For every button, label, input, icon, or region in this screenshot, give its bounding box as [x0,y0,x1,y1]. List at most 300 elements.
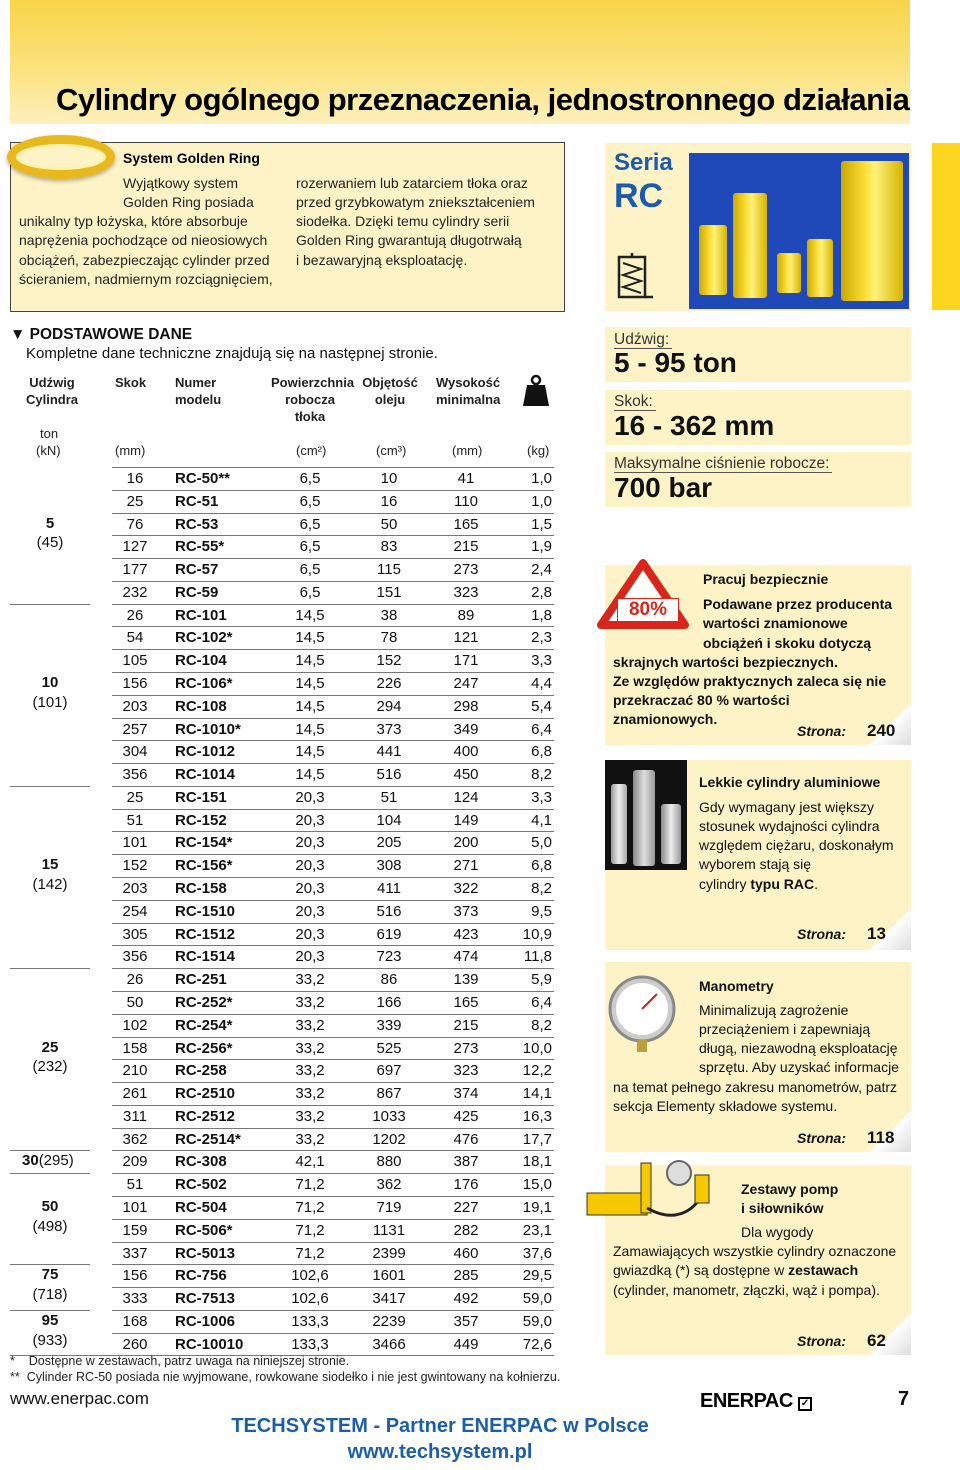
model-cell: RC-1512 [175,925,236,943]
weight-cell: 1,9 [531,538,552,556]
series-code: RC [614,177,664,215]
group-kn: (142) [32,876,68,894]
oil-cell: 205 [376,834,402,852]
weight-cell: 10,9 [522,925,552,943]
sets-line [613,1261,858,1281]
oil-cell: 115 [377,561,401,579]
safety-line: obciążeń i skoku dotyczą [703,635,872,651]
area-cell: 6,5 [299,470,321,487]
oil-cell: 525 [376,1039,402,1057]
area-cell: 14,5 [295,697,325,715]
col-area-header [271,374,355,425]
area-cell: 6,5 [299,538,321,556]
col-header-text: Cylindra [26,392,79,407]
manometer-line: sprzętu. Aby uzyskać informacje [699,1059,899,1075]
col-oil-header [362,374,418,408]
golden-line: Golden Ring gwarantują długotrwałą [296,232,522,248]
height-cell: 124 [453,788,479,806]
oil-cell: 38 [380,606,398,624]
col-header-text: Wysokość [436,375,501,390]
area-cell: 133,3 [291,1312,329,1330]
area-cell: 14,5 [295,743,325,761]
manometer-line: na temat pełnego zakresu manometrów, patrz [613,1079,898,1095]
stroke-cell: 209 [122,1153,148,1171]
stroke-cell: 311 [123,1107,147,1125]
oil-cell: 339 [376,1016,402,1034]
model-cell: RC-254* [175,1016,233,1034]
aluminium-line [699,875,818,895]
safety-line: znamionowych. [613,711,718,727]
height-cell: 273 [453,561,479,579]
model-cell: RC-1012 [175,743,236,761]
page-number: 7 [898,1388,910,1410]
aluminium-text-bold: typu RAC [750,876,815,892]
weight-cell: 6,4 [531,720,552,738]
area-cell: 6,5 [299,561,321,579]
oil-cell: 3417 [372,1290,406,1308]
group-kn: (933) [32,1331,68,1349]
spec-value: 16 - 362 mm [614,410,775,441]
cylinder-image [611,784,627,864]
row-divider [112,1128,554,1129]
weight-cell: 8,2 [531,880,552,898]
row-divider [112,900,554,901]
stroke-cell: 261 [122,1085,148,1103]
manometer-line: Minimalizują zagrożenie [699,1002,849,1018]
manometer-card [605,962,911,1152]
oil-cell: 441 [376,743,402,761]
model-cell: RC-308 [175,1153,227,1171]
weight-cell: 72,6 [522,1335,552,1353]
row-divider [112,490,554,491]
area-cell: 33,2 [295,1130,325,1148]
page-ref-link[interactable]: 240 [867,721,896,740]
height-cell: 474 [453,948,479,966]
oil-cell: 10 [380,470,398,487]
stroke-cell: 210 [122,1062,148,1080]
height-cell: 165 [453,993,479,1011]
group-kn: (232) [32,1058,68,1076]
height-cell: 273 [453,1039,479,1057]
model-cell: RC-59 [175,583,219,601]
height-cell: 121 [453,629,479,647]
area-cell: 20,3 [295,834,325,852]
stroke-cell: 337 [122,1244,148,1262]
stroke-cell: 105 [122,652,148,670]
height-cell: 423 [453,925,479,943]
group-divider [10,604,90,605]
row-divider [112,968,554,969]
group-ton: 30 [22,1152,39,1170]
page-ref-link[interactable]: 13 [867,924,886,943]
section-title-text: PODSTAWOWE DANE [29,326,193,343]
safety-line: skrajnych wartości bezpiecznych. [613,654,838,670]
oil-cell: 2239 [372,1312,406,1330]
oil-cell: 362 [376,1176,402,1194]
row-divider [112,1037,554,1038]
area-cell: 33,2 [295,1039,325,1057]
page-ref-link[interactable]: 118 [867,1128,895,1147]
weight-cell: 1,5 [531,515,552,533]
area-cell: 6,5 [299,583,321,601]
row-divider [112,558,554,559]
stroke-cell: 158 [122,1039,148,1057]
oil-cell: 619 [376,925,402,943]
model-cell: RC-151 [175,788,227,806]
stroke-cell: 51 [126,1176,144,1194]
golden-line: siodełka. Dzięki temu cylindry serii [296,213,510,229]
height-cell: 374 [453,1085,479,1103]
page-ref-link[interactable]: 62 [867,1331,886,1350]
weight-cell: 11,8 [523,948,552,966]
area-cell: 20,3 [295,925,325,943]
area-cell: 42,1 [295,1153,325,1171]
weight-cell: 18,1 [522,1153,552,1171]
col-header-text: Numer [175,375,217,390]
area-cell: 14,5 [295,629,325,647]
model-cell: RC-104 [175,652,227,670]
height-cell: 349 [453,720,479,738]
weight-cell: 19,1 [522,1198,552,1216]
group-divider [10,786,90,787]
row-divider [112,626,554,627]
oil-cell: 294 [376,697,402,715]
height-cell: 200 [453,834,479,852]
area-cell: 71,2 [295,1244,325,1262]
cylinder-image [841,161,903,301]
col-header-text: tłoka [294,409,326,424]
golden-line: ścieraniem, nadmiernym rozciągnięciem, [19,271,273,287]
cylinder-image [699,225,727,295]
golden-line: przed grzybkowatym zniekształceniem [296,194,535,210]
height-cell: 492 [453,1290,479,1308]
oil-cell: 166 [376,993,402,1011]
manometer-line: przeciążeniem i zapewniają [699,1021,871,1037]
footnote-2 [10,1370,560,1384]
row-divider [112,786,554,787]
page-ref-label: Strona: [797,926,846,942]
row-divider [112,672,554,673]
stroke-cell: 76 [126,515,144,533]
safety-line: Ze względów praktycznych zaleca się nie [613,673,887,689]
oil-cell: 50 [380,515,398,533]
page-ref-label: Strona: [797,1333,846,1349]
spec-capacity [605,327,911,382]
height-cell: 449 [453,1335,479,1353]
col-header-text: oleju [374,392,406,407]
oil-cell: 880 [376,1153,402,1171]
group-ton: 75 [41,1266,59,1284]
row-divider [112,1310,554,1311]
aluminium-line: wyborem stają się [699,856,812,872]
safety-card [605,565,911,745]
model-cell: RC-106* [175,675,233,693]
area-cell: 20,3 [295,902,325,920]
col-weight-unit: (kg) [527,443,550,458]
weight-cell: 8,2 [531,1016,552,1034]
stroke-cell: 25 [126,788,144,806]
oil-cell: 51 [380,788,398,806]
golden-ring-title: System Golden Ring [123,150,260,166]
spec-label: Skok: [614,393,653,410]
col-stroke-unit: (mm) [115,443,146,458]
area-cell: 20,3 [295,880,325,898]
oil-cell: 78 [380,629,398,647]
height-cell: 227 [453,1198,479,1216]
oil-cell: 1131 [372,1221,406,1239]
stroke-cell: 26 [126,971,144,989]
group-divider [10,968,90,969]
model-cell: RC-102* [175,629,233,647]
brand-logo [700,1390,812,1413]
height-cell: 460 [453,1244,479,1262]
col-capacity-header [26,374,78,408]
weight-cell: 12,2 [522,1062,552,1080]
model-cell: RC-7513 [175,1290,236,1308]
model-cell: RC-2512 [175,1107,236,1125]
group-kn: (101) [32,693,68,711]
aluminium-line: względem ciężaru, doskonałym [699,837,894,853]
area-cell: 14,5 [295,606,325,624]
area-cell: 33,2 [295,971,325,989]
area-cell: 6,5 [299,492,321,510]
oil-cell: 697 [376,1062,402,1080]
sets-text-bold: zestawach [788,1262,859,1278]
row-divider [112,763,554,764]
stroke-cell: 356 [122,948,148,966]
weight-cell: 6,4 [531,993,552,1011]
model-cell: RC-1510 [175,902,236,920]
sets-line: (cylinder, manometr, złączki, wąż i pompa). [613,1282,880,1298]
single-acting-cylinder-icon [615,253,655,303]
spec-value: 700 bar [614,472,713,503]
group-ton: 10 [41,674,59,692]
page-title: Cylindry ogólnego przeznaczenia, jednostronnego działania [56,82,910,117]
aluminium-text: . [814,876,819,892]
height-cell: 373 [453,902,479,920]
area-cell: 14,5 [295,720,325,738]
row-divider [112,604,554,605]
height-cell: 247 [453,675,479,693]
product-photo [689,153,909,309]
weight-cell: 8,2 [531,766,552,784]
group-kn: (295) [38,1152,74,1170]
spec-pressure [605,452,911,507]
weight-cell: 1,0 [531,492,552,510]
height-cell: 298 [453,697,479,715]
cylinder-image [633,770,655,866]
stroke-cell: 168 [122,1312,148,1330]
aluminium-line: stosunek wydajności cylindra [699,818,880,834]
area-cell: 33,2 [295,1062,325,1080]
area-cell: 71,2 [295,1198,325,1216]
oil-cell: 3466 [372,1335,406,1353]
height-cell: 285 [453,1267,479,1285]
row-divider [112,695,554,696]
oil-cell: 1601 [372,1267,406,1285]
group-kn: (498) [32,1217,68,1235]
oil-cell: 373 [376,720,402,738]
model-cell: RC-756 [175,1267,227,1285]
row-divider [112,535,554,536]
weight-cell: 1,8 [531,606,552,624]
group-ton: 95 [41,1311,59,1329]
sets-title: Zestawy pomp [741,1181,839,1197]
weight-cell: 2,8 [531,583,552,601]
model-cell: RC-504 [175,1198,227,1216]
weight-cell: 6,8 [531,743,552,761]
row-divider [112,1333,554,1334]
oil-cell: 2399 [372,1244,406,1262]
group-ton: 15 [41,856,59,874]
model-cell: RC-5013 [175,1244,236,1262]
weight-cell: 29,5 [522,1267,552,1285]
area-cell: 71,2 [295,1176,325,1194]
height-cell: 215 [453,538,479,556]
row-divider [112,467,554,468]
col-header-text: Udźwig [29,375,75,390]
section-title: ▼ PODSTAWOWE DANE [10,326,193,343]
golden-ring-icon [7,135,115,179]
stroke-cell: 203 [122,880,148,898]
col-header-text: minimalna [436,392,501,407]
aluminium-card [605,760,911,950]
model-cell: RC-156* [175,857,233,875]
row-divider [112,854,554,855]
stroke-cell: 26 [126,606,144,624]
group-divider [10,1150,90,1151]
stroke-cell: 101 [122,1198,148,1216]
height-cell: 425 [453,1107,479,1125]
row-divider [112,809,554,810]
row-divider [112,1264,554,1265]
height-cell: 400 [453,743,479,761]
stroke-cell: 102 [122,1016,148,1034]
area-cell: 20,3 [295,811,325,829]
row-divider [112,649,554,650]
brand-logo-text: ENERPAC [700,1390,793,1412]
col-height-header [436,374,500,408]
safety-title: Pracuj bezpiecznie [703,571,829,587]
page-ref-label: Strona: [797,723,846,739]
stroke-cell: 127 [122,538,148,556]
height-cell: 41 [457,470,475,487]
golden-ring-box [10,142,565,312]
row-divider [112,1219,554,1220]
row-divider [112,1173,554,1174]
oil-cell: 516 [376,766,402,784]
area-cell: 20,3 [295,948,325,966]
weight-cell: 5,0 [531,834,552,852]
model-cell: RC-1014 [175,766,236,784]
stroke-cell: 305 [122,925,148,943]
cylinder-image [661,804,681,864]
safety-line: wartości znamionowe [703,615,848,631]
spec-label: Udźwig: [614,331,670,348]
stroke-cell: 156 [122,675,148,693]
partner-website-link[interactable]: www.techsystem.pl [347,1441,533,1463]
footnote-mark: ** [10,1370,20,1384]
area-cell: 6,5 [299,515,321,533]
weight-cell: 10,0 [522,1039,552,1057]
model-cell: RC-57 [175,561,219,579]
oil-cell: 104 [376,811,402,829]
area-cell: 33,2 [295,1085,325,1103]
safety-line: Podawane przez producenta [703,596,893,612]
height-cell: 323 [453,583,479,601]
model-cell: RC-108 [175,697,227,715]
stroke-cell: 203 [122,697,148,715]
golden-line: i bezawaryjną eksploatację. [296,252,468,268]
oil-cell: 723 [376,948,402,966]
sets-text: gwiazdką (*) są dostępne w [613,1262,789,1278]
area-cell: 133,3 [291,1335,329,1353]
weight-cell: 9,5 [531,902,552,920]
cylinder-image [733,193,767,298]
row-divider [112,581,554,582]
row-divider [112,877,554,878]
pump-sets-card [605,1165,911,1355]
oil-cell: 226 [376,675,402,693]
model-cell: RC-51 [175,492,219,510]
group-capacity [22,1150,102,1173]
brand-mark-icon: ✓ [798,1397,812,1411]
weight-cell: 4,4 [531,675,552,693]
pump-set-icon [583,1153,713,1233]
stroke-cell: 356 [122,766,148,784]
oil-cell: 83 [380,538,398,556]
stroke-cell: 25 [126,492,144,510]
footnote-1 [10,1354,349,1368]
aluminium-line: Gdy wymagany jest większy [699,799,875,815]
height-cell: 357 [453,1312,479,1330]
weight-cell: 1,0 [531,470,552,487]
row-divider [112,513,554,514]
weight-cell: 17,7 [522,1130,552,1148]
stroke-cell: 51 [126,811,144,829]
area-cell: 102,6 [291,1267,329,1285]
row-divider [112,1082,554,1083]
weight-cell: 59,0 [522,1312,552,1330]
col-header-text: Powierzchnia [271,375,355,390]
group-ton: 50 [41,1197,59,1215]
stroke-cell: 50 [126,993,144,1011]
golden-line: unikalny typ łożyska, które absorbuje [19,213,248,229]
oil-cell: 867 [376,1085,402,1103]
model-cell: RC-2514* [175,1130,241,1148]
stroke-cell: 16 [126,470,144,487]
stroke-cell: 362 [122,1130,148,1148]
area-cell: 14,5 [295,766,325,784]
aluminium-title: Lekkie cylindry aluminiowe [699,774,881,790]
height-cell: 282 [453,1221,479,1239]
oil-cell: 411 [377,880,401,898]
model-cell: RC-502 [175,1176,227,1194]
model-cell: RC-158 [175,880,227,898]
height-cell: 89 [457,606,475,624]
yellow-edge-tab [932,143,960,310]
website-link[interactable]: www.enerpac.com [10,1389,149,1408]
height-cell: 215 [453,1016,479,1034]
row-divider [112,945,554,946]
model-cell: RC-152 [175,811,227,829]
sets-title: i siłowników [741,1200,824,1216]
series-box [605,143,911,311]
row-divider [112,1105,554,1106]
row-divider [112,1150,554,1151]
col-header-text: modelu [175,392,222,407]
model-cell: RC-1006 [175,1312,236,1330]
